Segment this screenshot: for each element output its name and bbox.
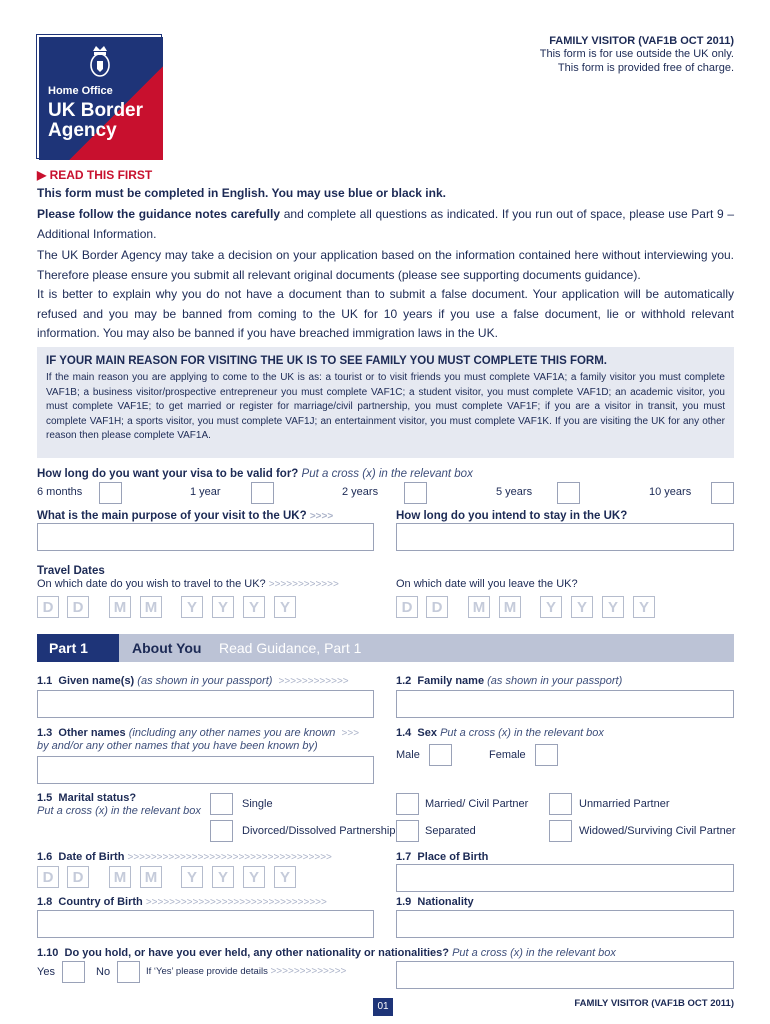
date-box-year[interactable]: Y — [274, 866, 296, 888]
date-box-month[interactable]: M — [499, 596, 521, 618]
intro-p3: The UK Border Agency may take a decision on your application based on the information contained here without interviewing you. Therefore please ensure you submit all relevant original documents (please see supporting documents guidance). — [37, 248, 734, 282]
marital-divorced-label: Divorced/Dissolved Partnership — [242, 825, 396, 837]
other-names-input[interactable] — [37, 756, 374, 784]
date-box-year[interactable]: Y — [602, 596, 624, 618]
date-box-month[interactable]: M — [109, 596, 131, 618]
checkbox-male[interactable] — [429, 744, 452, 766]
checkbox-6-months[interactable] — [99, 482, 122, 504]
checkbox-other-nationality-no[interactable] — [117, 961, 140, 983]
sex-female-label: Female — [489, 749, 526, 761]
page-number: 01 — [373, 998, 393, 1016]
play-arrow-icon: ▶ — [37, 168, 50, 182]
marital-widowed-label: Widowed/Surviving Civil Partner — [579, 825, 736, 837]
country-of-birth-input[interactable] — [37, 910, 374, 938]
uk-border-agency-logo — [37, 35, 161, 158]
q1-3-hint: by and/or any other names that you have been known by) — [37, 740, 318, 752]
given-names-input[interactable] — [37, 690, 374, 718]
travel-date-label: On which date do you wish to travel to the UK? >>>>>>>>>>>> — [37, 578, 339, 590]
panel-title: IF YOUR MAIN REASON FOR VISITING THE UK IS TO SEE FAMILY YOU MUST COMPLETE THIS FORM. — [46, 355, 607, 367]
checkbox-divorced[interactable] — [210, 820, 233, 842]
crest-icon — [85, 43, 115, 79]
q1-7-label: 1.7 Place of Birth — [396, 851, 489, 863]
checkbox-1-year[interactable] — [251, 482, 274, 504]
q1-6-label: 1.6 Date of Birth >>>>>>>>>>>>>>>>>>>>>>>>>>>>>>>>>>> — [37, 851, 332, 863]
date-box-day[interactable]: D — [67, 866, 89, 888]
q1-1-label: 1.1 Given name(s) (as shown in your passport) >>>>>>>>>>>> — [37, 675, 349, 687]
q1-8-label: 1.8 Country of Birth >>>>>>>>>>>>>>>>>>>>>>>>>>>>>>> — [37, 896, 327, 908]
date-box-day[interactable]: D — [396, 596, 418, 618]
form-selection-panel — [37, 347, 734, 458]
q1-4-label: 1.4 Sex Put a cross (x) in the relevant box — [396, 727, 604, 739]
travel-dates-title: Travel Dates — [37, 565, 105, 577]
validity-question: How long do you want your visa to be valid for? Put a cross (x) in the relevant box — [37, 468, 473, 480]
checkbox-10-years[interactable] — [711, 482, 734, 504]
purpose-label: What is the main purpose of your visit to the UK? >>>> — [37, 510, 334, 522]
other-nationality-details-input[interactable] — [396, 961, 734, 989]
marital-separated-label: Separated — [425, 825, 476, 837]
checkbox-unmarried-partner[interactable] — [549, 793, 572, 815]
intro-p4: It is better to explain why you do not have a document than to submit a false document. Your application will be automatically refused and you may be banned from coming to the UK for 10 years if you use a false document, lie or withhold relevant information. You may also be banned if you have breached immigration laws in the UK. — [37, 287, 734, 341]
logo-uk-border: UK Border Agency — [48, 100, 144, 141]
q1-10-if-yes: If ‘Yes’ please provide details >>>>>>>>>>>>> — [146, 966, 347, 977]
q1-10-label: 1.10 Do you hold, or have you ever held, any other nationality or nationalities? Put a cross (x) in the relevant box — [37, 947, 616, 959]
q1-5-label: 1.5 Marital status? — [37, 792, 137, 804]
date-box-year[interactable]: Y — [243, 596, 265, 618]
form-code: FAMILY VISITOR (VAF1B OCT 2011) — [549, 35, 734, 47]
marital-unmarried-label: Unmarried Partner — [579, 798, 670, 810]
date-box-day[interactable]: D — [426, 596, 448, 618]
date-box-day[interactable]: D — [37, 866, 59, 888]
panel-body: If the main reason you are applying to come to the UK is as: a tourist or to visit friends you must complete VAF1A; a family visitor you must complete VAF1B; a business visitor/prospective entrepreneur you must complete VAF1C; a student visitor, you must complete VAF1D; an academic visitor, you must complete VAF1E; to get married or register for marriage/civil partnership, you must complete VAF1F; if you are a visitor in transit, you must complete VAF1H; a sports visitor, you must complete VAF1J; an entertainment visitor, you must complete VAF1K. If you are visiting the UK for any other reason then please complete VAF1A. — [46, 372, 725, 442]
purpose-input[interactable] — [37, 523, 374, 551]
sex-male-label: Male — [396, 749, 420, 761]
part1-title: About You — [132, 640, 202, 656]
date-box-month[interactable]: M — [140, 866, 162, 888]
nationality-input[interactable] — [396, 910, 734, 938]
q1-3-label: 1.3 Other names (including any other names you are known >>> — [37, 727, 360, 739]
q1-10-no-label: No — [96, 966, 111, 978]
date-box-day[interactable]: D — [37, 596, 59, 618]
date-box-year[interactable]: Y — [181, 866, 203, 888]
date-box-year[interactable]: Y — [212, 866, 234, 888]
marital-single-label: Single — [242, 798, 273, 810]
date-box-year[interactable]: Y — [181, 596, 203, 618]
header-line2: This form is provided free of charge. — [557, 62, 734, 74]
q1-9-label: 1.9 Nationality — [396, 896, 474, 908]
date-box-month[interactable]: M — [109, 866, 131, 888]
place-of-birth-input[interactable] — [396, 864, 734, 892]
stay-input[interactable] — [396, 523, 734, 551]
intro-p1: This form must be completed in English. You may use blue or black ink. — [37, 186, 446, 200]
date-box-year[interactable]: Y — [274, 596, 296, 618]
checkbox-other-nationality-yes[interactable] — [62, 961, 85, 983]
q1-2-label: 1.2 Family name (as shown in your passport) — [396, 675, 623, 687]
option-5-years: 5 years — [496, 486, 533, 498]
option-1-year: 1 year — [190, 486, 221, 498]
date-box-year[interactable]: Y — [571, 596, 593, 618]
checkbox-single[interactable] — [210, 793, 233, 815]
date-box-month[interactable]: M — [468, 596, 490, 618]
date-box-month[interactable]: M — [140, 596, 162, 618]
checkbox-married[interactable] — [396, 793, 419, 815]
stay-label: How long do you intend to stay in the UK? — [396, 510, 628, 522]
checkbox-2-years[interactable] — [404, 482, 427, 504]
marital-married-label: Married/ Civil Partner — [425, 798, 529, 810]
part1-guidance: Read Guidance, Part 1 — [219, 640, 362, 656]
checkbox-female[interactable] — [535, 744, 558, 766]
footer-form-code: FAMILY VISITOR (VAF1B OCT 2011) — [574, 998, 734, 1009]
date-box-year[interactable]: Y — [540, 596, 562, 618]
leave-date-label: On which date will you leave the UK? — [396, 578, 578, 590]
read-this-first: ▶ READ THIS FIRST — [37, 168, 153, 182]
option-2-years: 2 years — [342, 486, 379, 498]
date-box-year[interactable]: Y — [243, 866, 265, 888]
checkbox-widowed[interactable] — [549, 820, 572, 842]
checkbox-separated[interactable] — [396, 820, 419, 842]
option-10-years: 10 years — [649, 486, 692, 498]
checkbox-5-years[interactable] — [557, 482, 580, 504]
date-box-day[interactable]: D — [67, 596, 89, 618]
option-6-months: 6 months — [37, 486, 83, 498]
date-box-year[interactable]: Y — [633, 596, 655, 618]
logo-home-office: Home Office — [48, 85, 113, 97]
intro-p2: Please follow the guidance notes carefully and complete all questions as indicated. If you run out of space, please use Part 9 – Additional Information. — [37, 207, 734, 241]
family-name-input[interactable] — [396, 690, 734, 718]
header-line1: This form is for use outside the UK only. — [539, 48, 734, 60]
q1-10-yes-label: Yes — [37, 966, 55, 978]
q1-5-hint: Put a cross (x) in the relevant box — [37, 805, 201, 817]
part1-tab: Part 1 — [37, 634, 119, 662]
date-box-year[interactable]: Y — [212, 596, 234, 618]
